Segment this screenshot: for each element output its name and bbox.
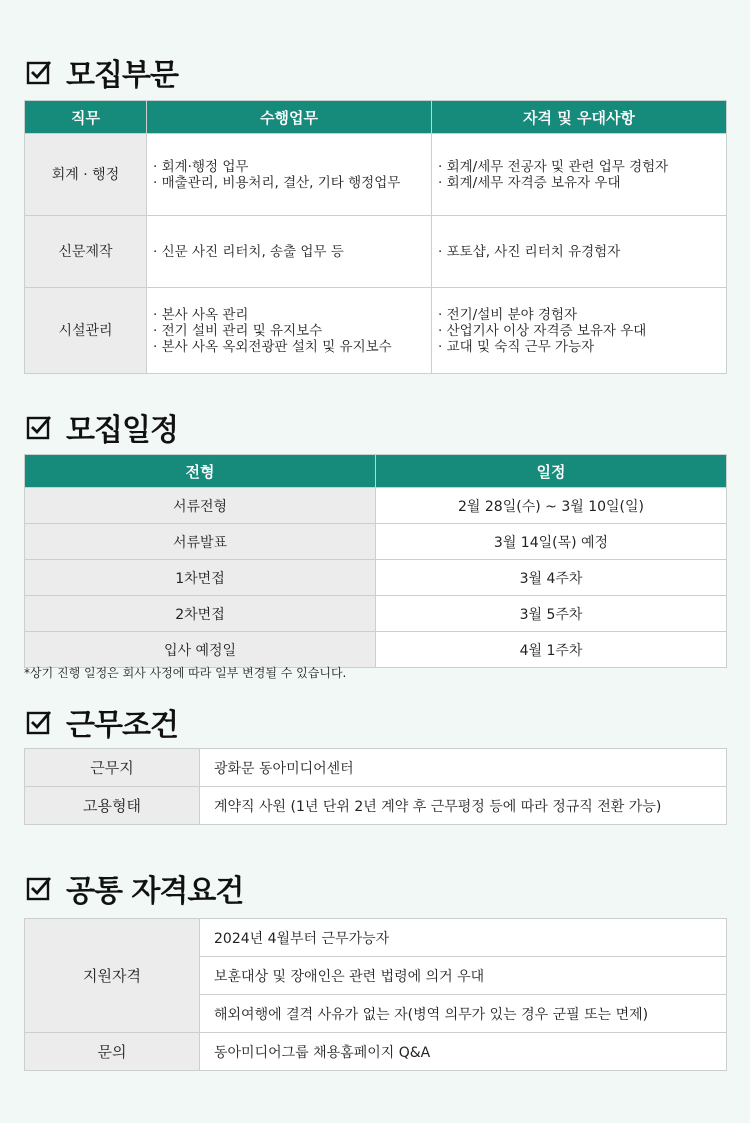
qual-line: · 포토샵, 사진 리터치 유경험자 — [438, 243, 621, 260]
section-title-text: 근무조건 — [66, 708, 178, 743]
schedule-note: *상기 진행 일정은 회사 사정에 따라 일부 변경될 수 있습니다. — [24, 666, 347, 680]
stage-cell: 2차면접 — [25, 596, 376, 632]
duty-line: · 매출관리, 비용처리, 결산, 기타 행정업무 — [153, 174, 401, 191]
job-cell: 신문제작 — [25, 216, 147, 288]
apply-item: 보훈대상 및 장애인은 관련 법령에 의거 우대 — [200, 957, 727, 995]
section-title-text: 모집부문 — [66, 58, 178, 93]
stage-cell: 입사 예정일 — [25, 632, 376, 668]
stage-cell: 서류발표 — [25, 524, 376, 560]
apply-label: 지원자격 — [25, 919, 200, 1033]
job-cell: 시설관리 — [25, 288, 147, 374]
conditions-table — [24, 748, 727, 825]
date-cell: 2월 28일(수) ~ 3월 10일(일) — [376, 488, 727, 524]
stage-cell: 서류전형 — [25, 488, 376, 524]
recruit-table — [24, 100, 727, 374]
stage-cell: 1차면접 — [25, 560, 376, 596]
table-row — [25, 919, 727, 957]
table-row — [25, 632, 727, 668]
apply-item: 해외여행에 결격 사유가 없는 자(병역 의무가 있는 경우 군필 또는 면제) — [200, 995, 727, 1033]
table-row — [25, 216, 727, 288]
duty-line: · 회계·행정 업무 — [153, 158, 249, 175]
table-row — [25, 787, 727, 825]
date-cell: 3월 5주차 — [376, 596, 727, 632]
table-header-row — [25, 455, 727, 488]
apply-item: 2024년 4월부터 근무가능자 — [200, 919, 727, 957]
quals-cell — [432, 216, 727, 288]
qualifications-section-title — [26, 866, 243, 910]
inquiry-label: 문의 — [25, 1033, 200, 1071]
header-cell: 수행업무 — [147, 101, 432, 134]
duties-cell — [147, 134, 432, 216]
date-cell: 3월 14일(목) 예정 — [376, 524, 727, 560]
condition-label: 근무지 — [25, 749, 200, 787]
condition-value: 계약직 사원 (1년 단위 2년 계약 후 근무평정 등에 따라 정규직 전환 가능) — [200, 787, 727, 825]
table-row — [25, 288, 727, 374]
table-row — [25, 488, 727, 524]
date-cell: 3월 4주차 — [376, 560, 727, 596]
schedule-section-title — [26, 405, 178, 449]
job-cell: 회계 · 행정 — [25, 134, 147, 216]
duty-line: · 본사 사옥 옥외전광판 설치 및 유지보수 — [153, 338, 392, 355]
checkbox-icon — [26, 59, 52, 85]
section-title-text: 공통 자격요건 — [66, 874, 244, 909]
recruit-section-title — [26, 50, 178, 94]
header-cell: 자격 및 우대사항 — [432, 101, 727, 134]
qual-line: · 교대 및 숙직 근무 가능자 — [438, 338, 595, 355]
qual-line: · 회계/세무 자격증 보유자 우대 — [438, 174, 621, 191]
schedule-table — [24, 454, 727, 668]
header-cell: 일정 — [376, 455, 727, 488]
table-row — [25, 560, 727, 596]
qual-line: · 산업기사 이상 자격증 보유자 우대 — [438, 322, 647, 339]
checkbox-icon — [26, 414, 52, 440]
table-row — [25, 749, 727, 787]
table-row — [25, 524, 727, 560]
duty-line: · 본사 사옥 관리 — [153, 306, 249, 323]
table-header-row — [25, 101, 727, 134]
condition-label: 고용형태 — [25, 787, 200, 825]
qual-line: · 회계/세무 전공자 및 관련 업무 경험자 — [438, 158, 669, 175]
checkbox-icon — [26, 875, 52, 901]
table-row — [25, 596, 727, 632]
section-title-text: 모집일정 — [66, 413, 178, 448]
duties-cell — [147, 288, 432, 374]
quals-cell — [432, 134, 727, 216]
duties-cell — [147, 216, 432, 288]
table-row — [25, 134, 727, 216]
conditions-section-title — [26, 700, 178, 744]
header-cell: 전형 — [25, 455, 376, 488]
duty-line: · 전기 설비 관리 및 유지보수 — [153, 322, 323, 339]
quals-cell — [432, 288, 727, 374]
date-cell: 4월 1주차 — [376, 632, 727, 668]
qual-line: · 전기/설비 분야 경험자 — [438, 306, 578, 323]
qualifications-table — [24, 918, 727, 1071]
condition-value: 광화문 동아미디어센터 — [200, 749, 727, 787]
header-cell: 직무 — [25, 101, 147, 134]
table-row — [25, 1033, 727, 1071]
duty-line: · 신문 사진 리터치, 송출 업무 등 — [153, 243, 344, 260]
checkbox-icon — [26, 709, 52, 735]
inquiry-value: 동아미디어그룹 채용홈페이지 Q&A — [200, 1033, 727, 1071]
